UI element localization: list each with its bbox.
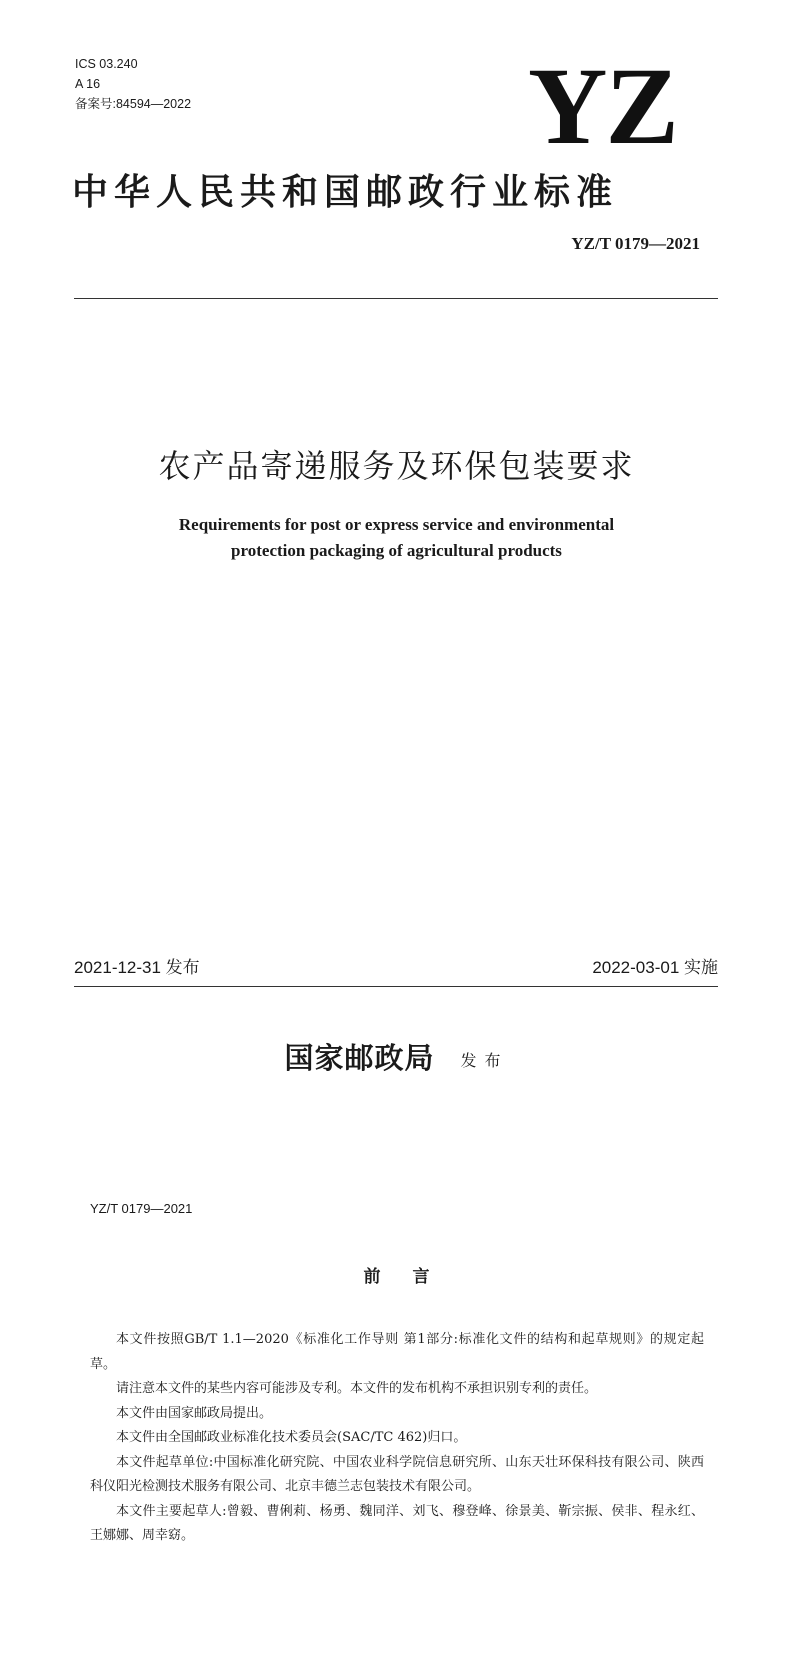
foreword-title: 前言: [363, 1267, 462, 1287]
document-title-en-line-1: Requirements for post or express service and environmental: [178, 515, 615, 534]
effective-date: 2022-03-01 实施: [592, 958, 718, 977]
ics-code: ICS 03.240: [75, 57, 138, 71]
foreword-paragraph: 本文件由全国邮政业标准化技术委员会(SAC/TC 462)归口。: [116, 1430, 467, 1445]
record-number: 备案号:84594—2022: [75, 97, 192, 111]
issue-date: 2021-12-31 发布: [74, 958, 200, 977]
yz-standard-logo: YZ: [528, 45, 677, 167]
publisher-line: [0, 1038, 793, 1083]
standard-number: YZ/T 0179—2021: [571, 234, 700, 253]
publish-verb: 发布: [460, 1051, 509, 1070]
document-title-zh: 农产品寄递服务及环保包装要求: [158, 447, 635, 485]
publisher-name: 国家邮政局: [284, 1041, 435, 1075]
foreword-paragraph: 本文件按照GB/T 1.1—2020《标准化工作导则 第1部分:标准化文件的结构和起草规则》的规定起草。: [90, 1332, 704, 1372]
document-title-en: [0, 512, 793, 564]
foreword-paragraph: 请注意本文件的某些内容可能涉及专利。本文件的发布机构不承担识别专利的责任。: [116, 1381, 598, 1396]
page-header-standard-number: YZ/T 0179—2021: [90, 1201, 193, 1216]
document-title-en-line-2: protection packaging of agricultural products: [231, 541, 562, 560]
classification-code: A 16: [75, 77, 101, 91]
standard-type-heading: 中华人民共和国邮政行业标准: [72, 171, 619, 213]
date-divider: [74, 986, 718, 987]
foreword-body: [90, 1328, 704, 1549]
foreword-paragraph: 本文件起草单位:中国标准化研究院、中国农业科学院信息研究所、山东天壮环保科技有限公司、陕西科仪阳光检测技术服务有限公司、北京丰德兰志包装技术有限公司。: [90, 1454, 704, 1494]
header-divider: [74, 298, 718, 299]
foreword-paragraph: 本文件由国家邮政局提出。: [116, 1405, 273, 1421]
foreword-paragraph: 本文件主要起草人:曾毅、曹俐莉、杨勇、魏同洋、刘飞、穆登峰、徐景美、靳宗振、侯非、程永红、王娜娜、周幸窈。: [90, 1503, 704, 1543]
